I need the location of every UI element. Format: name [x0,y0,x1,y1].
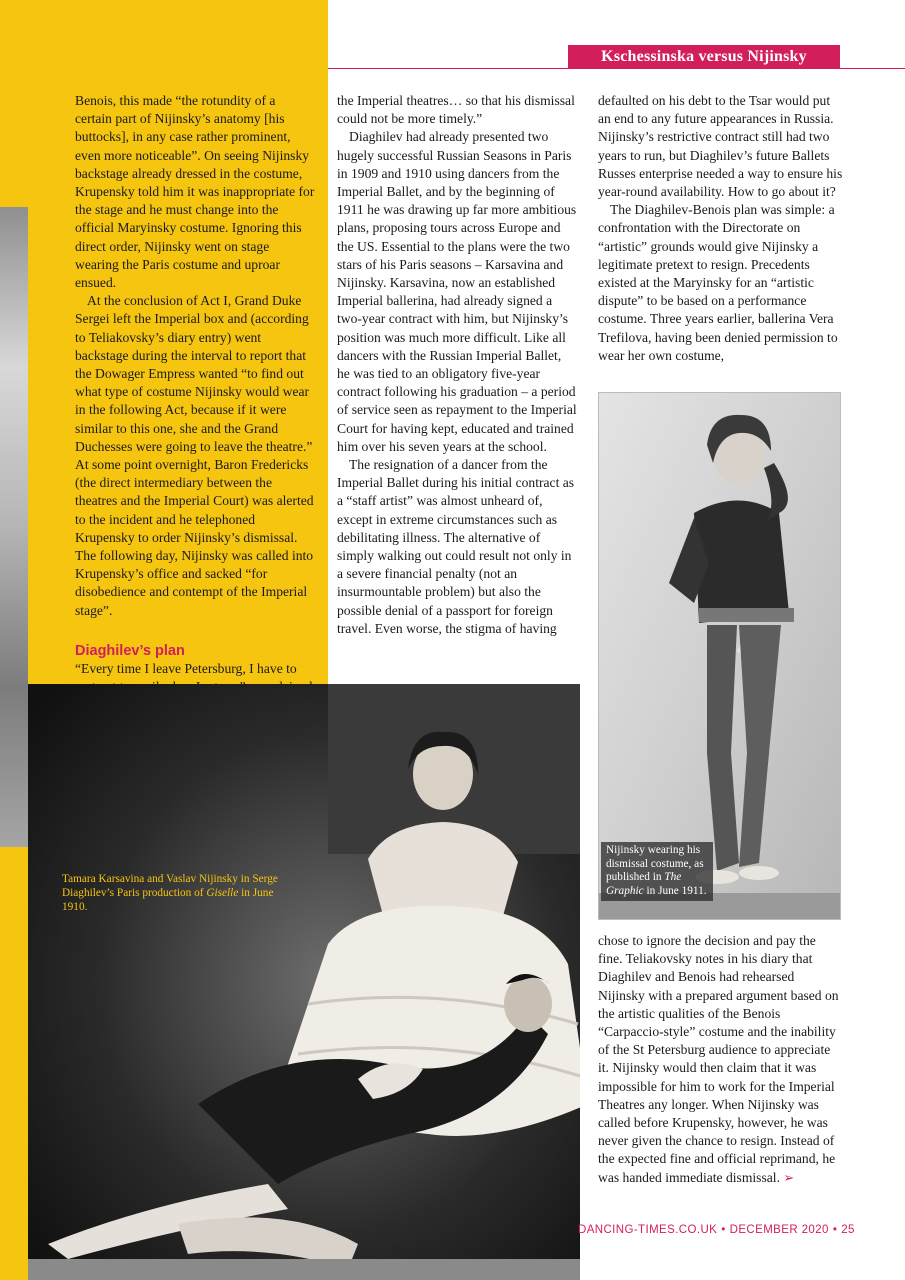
text-column-3 [598,92,843,365]
footer-site: DANCING-TIMES.CO.UK [578,1224,718,1236]
paragraph: At the conclusion of Act I, Grand Duke Sergei left the Imperial box and (according to Teliakovsky’s diary entry) went backstage during the interval to report that the Dowager Empress wanted “to find out what type of costume Nijinsky would wear in the following Act, because if it were similar to this one, she and the Grand Duchesses were going to leave the theatre.” At some point overnight, Baron Fredericks (the direct intermediary between the theatres and the Imperial Court) was alerted to the incident and he telephoned Krupensky to order Nijinsky’s dismissal. The following day, Nijinsky was called into Krupensky’s office and sacked “for disobedience and contempt of the Imperial stage”. [75,293,314,618]
photo-nijinsky-dismissal-costume [598,392,841,920]
paragraph: Diaghilev had already presented two hugely successful Russian Seasons in Paris in 1909 and 1910 using dancers from the Imperial Ballet, and by the beginning of 1911 he was drawing up far more ambitious plans, proposing tours across Europe and the US. Essential to the plans were the two stars of his Paris seasons – Karsavina and Nijinsky. Karsavina, now an established Imperial ballerina, had already signed a two-year contract with him, but Nijinsky’s position was much more difficult. Like all dancers with the Russian Imperial Ballet, he was tied to an obligatory five-year contract following his graduation – a period of service seen as repayment to the Imperial Court for having kept, educated and trained him over his seven years at the school. [337,129,577,454]
paragraph: Benois, this made “the rotundity of a certain part of Nijinsky’s anatomy [his buttocks], in any case rather prominent, even more noticeable”. On seeing Nijinsky backstage already dressed in the costume, Krupensky told him it was inappropriate for the stage and he must change into the official Maryinsky costume. Ignoring this direct order, Nijinsky went on stage wearing the Paris costume and uproar ensued. [75,93,315,291]
yellow-side-strip [0,851,28,1280]
page-number: 25 [841,1224,855,1236]
caption-text: in June 1910. [62,887,274,913]
footer-separator: • [832,1224,838,1236]
paragraph-text: chose to ignore the decision and pay the fine. Teliakovsky notes in his diary that Diaghilev and Benois had rehearsed Nijinsky with a prepared argument based on the artistic qualities of the Benois “Carpaccio-style” costume and the inability of the St Petersburg audience to appreciate it. Nijinsky would then claim that it was impossible for him to work for the Imperial Theatres any longer. When Nijinsky was called before Krupensky, however, he was never given the chance to resign. Instead of the expected fine and official reprimand, he was handed immediate dismissal. [598,933,839,1185]
section-header-tag: Kschessinska versus Nijinsky [568,45,840,69]
paragraph: the Imperial theatres… so that his dismissal could not be more timely.” [337,93,575,127]
cropped-photo-edge [0,207,28,847]
main-photo-caption [62,872,292,914]
footer-issue: DECEMBER 2020 [729,1224,829,1236]
subheading-diaghilevs-plan: Diaghilev’s plan [75,642,185,659]
caption-text: in June 1911. [643,884,707,897]
caption-italic-title: Giselle [206,887,239,899]
right-photo-caption [601,842,713,901]
paragraph: The Diaghilev-Benois plan was simple: a confrontation with the Directorate on “artistic” grounds would give Nijinsky a legitimate pretext to resign. Precedents existed at the Maryinsky for an “artistic dispute” to be based on a performance costume. Three years earlier, ballerina Vera Trefilova, having been denied permission to wear her own costume, [598,202,838,363]
photo-illustration [599,393,841,920]
caption-text: Tamara Karsavina and Vaslav Nijinsky in Serge Diaghilev’s Paris production of [62,873,278,899]
footer-separator: • [721,1224,726,1236]
text-column-4 [598,932,843,1188]
text-column-2 [337,92,577,638]
paragraph: defaulted on his debt to the Tsar would put an end to any future appearances in Russia. Nijinsky’s restrictive contract still had two years to run, but Diaghilev’s future Ballets Russes enterprise needed a way to ensure his year-round availability. How to go about it? [598,93,843,200]
caption-text: Nijinsky wearing his dismissal costume, as published in [606,844,704,884]
page-footer [578,1224,855,1236]
photo-karsavina-nijinsky-giselle [28,684,580,1280]
paragraph: The resignation of a dancer from the Imperial Ballet during his initial contract as a “staff artist” was almost unheard of, except in extreme circumstances such as debilitating illness. The alternative of simply walking out could result not only in a severe financial penalty (not an insurmountable problem) but also the possible denial of a passport for foreign travel. Even worse, the stigma of having [337,457,575,636]
end-of-article-arrow-icon: ➢ [783,1170,795,1186]
caption-italic-title: The Graphic [606,871,682,897]
paragraph [598,932,843,1188]
photo-illustration [28,684,580,1280]
paragraph: “Every time I leave Petersburg, I have to [75,660,297,676]
